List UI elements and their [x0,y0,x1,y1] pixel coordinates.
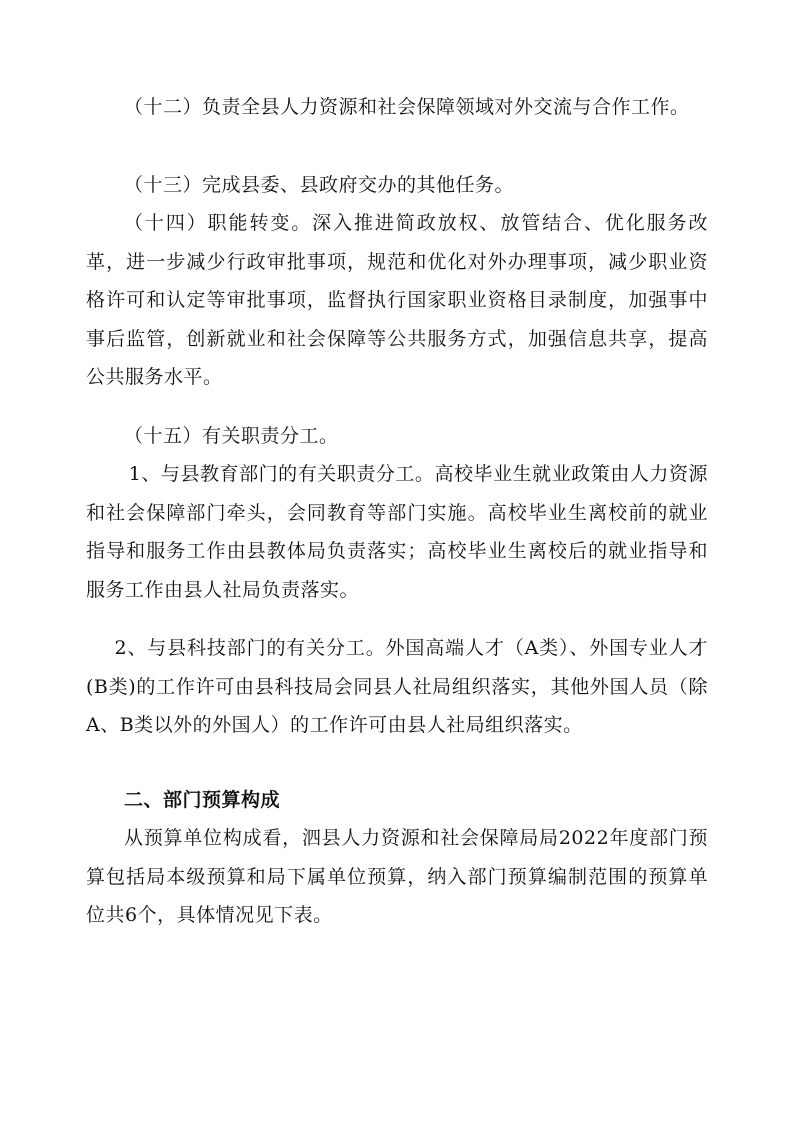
paragraph-technology-division: 2、与县科技部门的有关分工。外国高端人才（A类）、外国专业人才(B类)的工作许可由县科技局会同县人社局组织落实，其他外国人员（除A、B类以外的外国人）的工作许可由县人社局组织落实。 [86,637,708,737]
paragraph-item-12: （十二）负责全县人力资源和社会保障领域对外交流与合作工作。 [124,96,690,118]
paragraph-budget-structure: 从预算单位构成看，泗县人力资源和社会保障局局2022年度部门预算包括局本级预算和局下属单位预算，纳入部门预算编制范围的预算单位共6个，具体情况见下表。 [86,827,708,927]
paragraph-item-15: （十五）有关职责分工。 [124,425,339,447]
paragraph-education-division: 1、与县教育部门的有关职责分工。高校毕业生就业政策由人力资源和社会保障部门牵头，会同教育等部门实施。高校毕业生离校前的就业指导和服务工作由县教体局负责落实；高校毕业生离校后的就业指导和服务工作由县人社局负责落实。 [86,463,708,601]
paragraph-item-14: （十四）职能转变。深入推进简政放权、放管结合、优化服务改革，进一步减少行政审批事项，规范和优化对外办理事项，减少职业资格许可和认定等审批事项，监督执行国家职业资格目录制度，加强事中事后监管，创新就业和社会保障等公共服务方式，加强信息共享，提高公共服务水平。 [86,212,708,389]
section-heading-budget-structure: 二、部门预算构成 [124,789,281,811]
paragraph-item-13: （十三）完成县委、县政府交办的其他任务。 [124,174,515,196]
